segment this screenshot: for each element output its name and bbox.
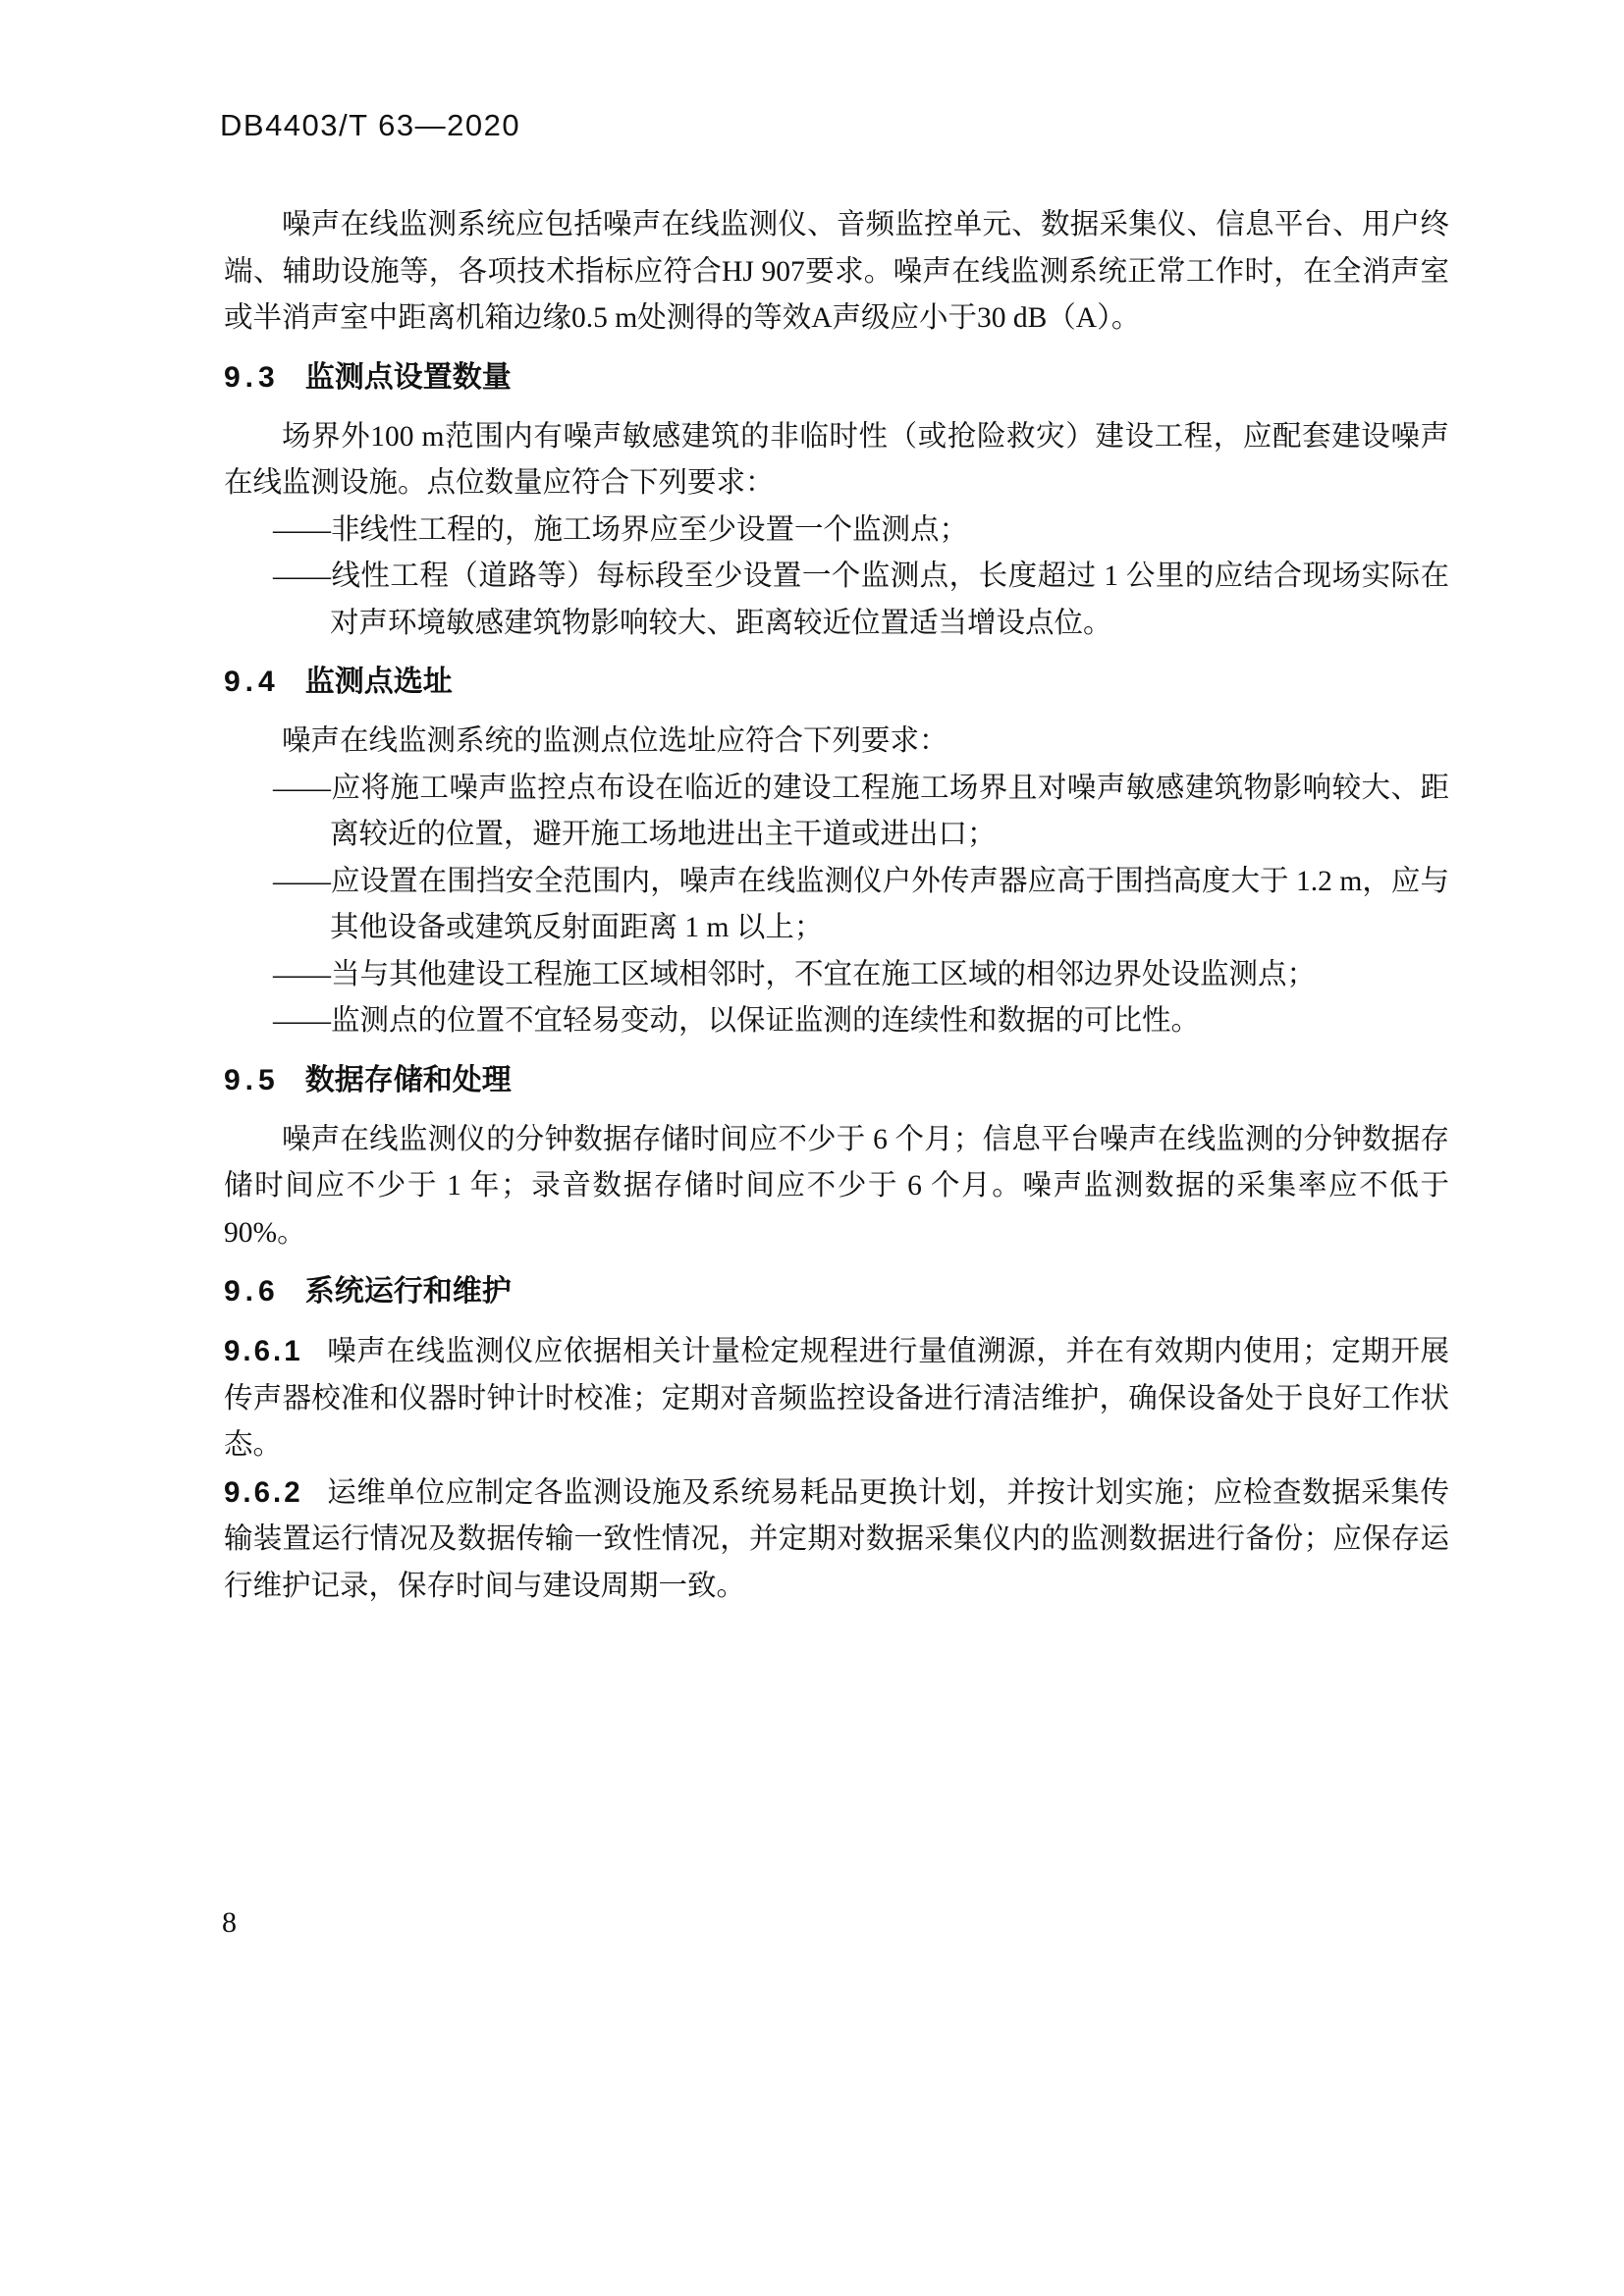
clause-number: 9.6.1 bbox=[224, 1335, 303, 1367]
section-number: 9.6 bbox=[224, 1275, 280, 1308]
list-item: ——监测点的位置不宜轻易变动，以保证监测的连续性和数据的可比性。 bbox=[273, 1005, 1201, 1037]
list-item: ——当与其他建设工程施工区域相邻时，不宜在施工区域的相邻边界处设监测点； bbox=[273, 958, 1317, 990]
clause-9-6-2 bbox=[224, 1469, 1449, 1611]
clause-9-6-1 bbox=[224, 1328, 1449, 1469]
list-item: ——线性工程（道路等）每标段至少设置一个监测点，长度超过 1 公里的应结合现场实际在对声环境敏感建筑物影响较大、距离较近位置适当增设点位。 bbox=[273, 561, 1449, 639]
section-title: 数据存储和处理 bbox=[304, 1063, 512, 1096]
clause-text: 噪声在线监测仪应依据相关计量检定规程进行量值溯源，并在有效期内使用；定期开展传声器校准和仪器时钟计时校准；定期对音频监控设备进行清洁维护，确保设备处于良好工作状态。 bbox=[224, 1336, 1449, 1461]
list-item: ——非线性工程的，施工场界应至少设置一个监测点； bbox=[273, 513, 969, 546]
page-number: 8 bbox=[222, 1906, 237, 1939]
paragraph-9-3: 场界外100 m范围内有噪声敏感建筑的非临时性（或抢险救灾）建设工程，应配套建设噪声在线监测设施。点位数量应符合下列要求： bbox=[224, 420, 1449, 499]
section-number: 9.3 bbox=[224, 360, 280, 394]
list-item: ——应设置在围挡安全范围内，噪声在线监测仪户外传声器应高于围挡高度大于 1.2 m，应与其他设备或建筑反射面距离 1 m 以上； bbox=[273, 865, 1449, 943]
document-code-header: DB4403/T 63—2020 bbox=[220, 108, 521, 142]
document-body bbox=[224, 202, 1449, 1610]
clause-number: 9.6.2 bbox=[224, 1475, 303, 1509]
section-heading-9-4 bbox=[224, 659, 1449, 705]
section-title: 监测点选址 bbox=[304, 666, 453, 698]
paragraph-system-components: 噪声在线监测系统应包括噪声在线监测仪、音频监控单元、数据采集仪、信息平台、用户终端、辅助设施等，各项技术指标应符合HJ 907要求。噪声在线监测系统正常工作时，在全消声室或半消声室中距离机箱边缘0.5 m处测得的等效A声级应小于30 dB（A）。 bbox=[224, 209, 1449, 334]
paragraph-9-5: 噪声在线监测仪的分钟数据存储时间应不少于 6 个月；信息平台噪声在线监测的分钟数据存储时间应不少于 1 年；录音数据存储时间应不少于 6 个月。噪声监测数据的采集率应不低于 90%。 bbox=[224, 1123, 1449, 1249]
section-heading-9-5 bbox=[224, 1057, 1449, 1103]
paragraph-9-4: 噪声在线监测系统的监测点位选址应符合下列要求： bbox=[282, 725, 948, 757]
section-title: 系统运行和维护 bbox=[304, 1275, 512, 1308]
section-number: 9.4 bbox=[224, 666, 280, 698]
section-heading-9-6 bbox=[224, 1268, 1449, 1314]
section-heading-9-3 bbox=[224, 354, 1449, 400]
section-title: 监测点设置数量 bbox=[304, 360, 512, 394]
section-number: 9.5 bbox=[224, 1063, 280, 1096]
list-item: ——应将施工噪声监控点布设在临近的建设工程施工场界且对噪声敏感建筑物影响较大、距离较近的位置，避开施工场地进出主干道或进出口； bbox=[273, 772, 1449, 850]
clause-text: 运维单位应制定各监测设施及系统易耗品更换计划，并按计划实施；应检查数据采集传输装置运行情况及数据传输一致性情况，并定期对数据采集仪内的监测数据进行备份；应保存运行维护记录，保存时间与建设周期一致。 bbox=[224, 1476, 1449, 1602]
